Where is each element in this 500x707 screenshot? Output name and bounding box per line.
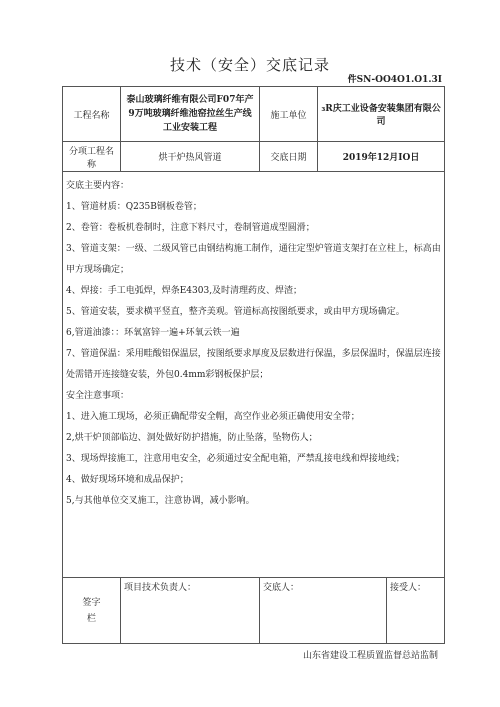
document-number: 件SN-OO4O1.O1.3I [347,75,442,85]
safety-item: 5,与其他单位交叉施工，注意协调，减小影响。 [66,496,255,506]
content-item: 5、管道安装，要求横平竖直，整齐美观。管道标高按图纸要求，或由甲方现场确定。 [66,307,405,317]
content-item: 3、管道支架：一级、二级风管已由钢结构施工制作，通往定型炉管道支架打在立柱上，标高由甲方现场确定； [66,244,441,275]
signature-section-label [63,578,121,644]
main-content-heading: 交底主要内容： [66,181,130,191]
subproject-row [63,142,445,172]
contractor-label: 施工单位 [260,87,318,142]
safety-item: 3、现场焊接施工，注意用电安全，必须通过安全配电箱，严禁乱接电线和焊接地线； [66,454,405,464]
content-row [63,172,445,578]
content-item: 6,管道油漆：：环氧富锌一遍+环氧云铁一遍 [66,328,240,338]
safety-item: 1、进入施工现场，必须正确配带安全帽，高空作业必须正确使用安全带； [66,412,360,422]
safety-heading: 安全注意事项： [66,391,130,401]
contractor-value: ₃R庆工业设备安装集团有限公司 [318,87,445,142]
date-label: 交底日期 [260,142,318,172]
content-item: 7、管道保温：采用畦酸铝保温层，按图纸要求厚度及层数进行保温，多层保温时，保温层连接处需错开连接缝安装，外包0.4mm彩钢板保护层； [66,349,441,380]
safety-item: 2,烘干炉顶部临边、洞处做好防护措施，防止坠落，坠物伤人； [66,433,318,443]
tech-lead-label: 项目技术负责人： [124,583,197,593]
signature-row [63,578,445,644]
subproject-value: 烘干炉热风管道 [121,142,260,172]
content-item: 4、焊接：手工电弧焊，焊条E4303,及时清理药皮、焊渣； [66,286,303,296]
receiver-label: 接受人： [390,583,427,593]
content-cell [63,172,445,578]
signature-label: 签字栏 [82,597,101,624]
subproject-label: 分项工程名称 [63,142,121,172]
receiver-signature [387,578,445,644]
content-item: 1、管道材质：Q235B钢板卷管； [66,202,202,212]
project-row [63,87,445,142]
document-title: 技术（安全）交底记录 [169,56,330,74]
date-value: 2019年12月IO日 [318,142,445,172]
project-name-label: 工程名称 [63,87,121,142]
handover-signature [260,578,387,644]
handover-label: 交底人： [263,583,300,593]
safety-item: 4、做好现场环境和成品保护； [66,475,189,485]
tech-lead-signature [121,578,260,644]
footer-supervision-note: 山东省建设工程质置监督总站监制 [302,651,438,661]
handover-record-table [62,86,445,644]
project-name-value: 泰山玻璃纤维有限公司F07年产9万吨玻璃纤维池窑拉丝生产线工业安装工程 [121,87,260,142]
content-item: 2、卷管：卷板机卷制时，注意下料尺寸，卷制管道成型圆滑； [66,223,315,233]
